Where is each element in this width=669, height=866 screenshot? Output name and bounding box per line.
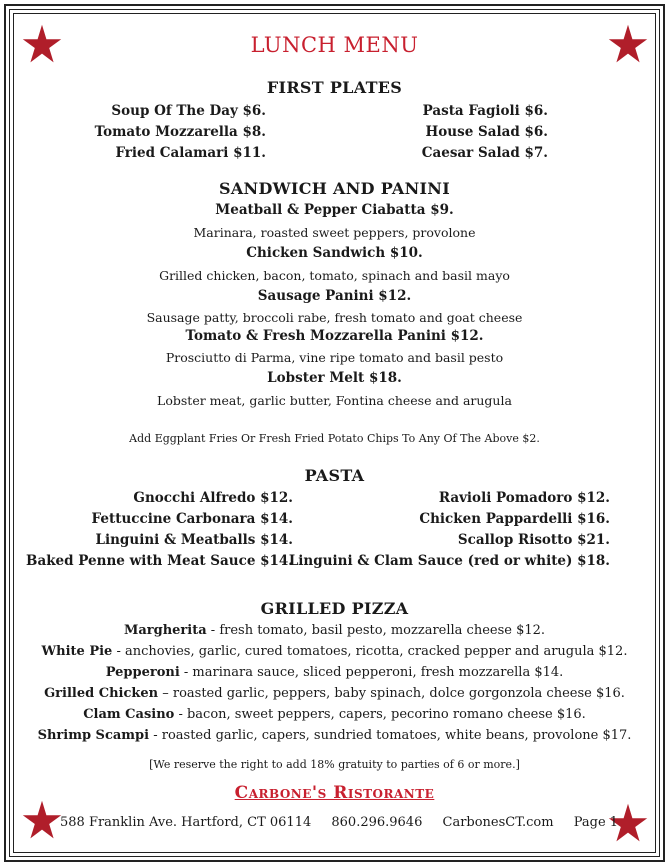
pasta-right-column — [289, 488, 610, 572]
first-plates-left-column — [95, 101, 266, 164]
pizza-item-desc: - bacon, sweet peppers, capers, pecorino romano cheese $16. — [174, 707, 586, 722]
phone-number: 860.296.9646 — [331, 815, 423, 830]
menu-item: Linguini & Clam Sauce (red or white) $18. — [288, 553, 610, 569]
pizza-item-name: Grilled Chicken — [44, 686, 159, 701]
sandwich-item-name: Tomato & Fresh Mozzarella Panini $12. — [185, 328, 484, 344]
sandwich-item-name: Sausage Panini $12. — [257, 288, 412, 304]
pasta-left-column — [26, 488, 293, 572]
menu-item: Fried Calamari $11. — [115, 145, 266, 161]
sandwich-item-desc: Grilled chicken, bacon, tomato, spinach and basil mayo — [159, 268, 510, 283]
pizza-item — [0, 623, 669, 638]
pizza-item — [0, 644, 669, 659]
sandwich-item-desc: Lobster meat, garlic butter, Fontina cheese and arugula — [157, 393, 512, 408]
pizza-item-desc: - marinara sauce, sliced pepperoni, fresh mozzarella $14. — [179, 665, 564, 680]
pizza-item — [0, 728, 669, 743]
menu-title: LUNCH MENU — [250, 33, 419, 57]
menu-item: Gnocchi Alfredo $12. — [133, 490, 293, 506]
pizza-item-name: Margherita — [123, 623, 207, 638]
menu-item: Linguini & Meatballs $14. — [95, 532, 293, 548]
pizza-item — [0, 686, 669, 701]
first-plates-heading: FIRST PLATES — [266, 78, 403, 97]
pizza-item-desc: – roasted garlic, peppers, baby spinach, dolce gorgonzola cheese $16. — [158, 686, 625, 701]
star-icon — [22, 800, 62, 840]
menu-item: Baked Penne with Meat Sauce $14. — [26, 553, 293, 569]
menu-item: Chicken Pappardelli $16. — [419, 511, 610, 527]
menu-item: Tomato Mozzarella $8. — [94, 124, 266, 140]
pizza-item-desc: - roasted garlic, capers, sundried tomatoes, white beans, provolone $17. — [149, 728, 632, 743]
footer-info — [60, 815, 634, 830]
pizza-item-name: Shrimp Scampi — [37, 728, 150, 743]
menu-item: Pasta Fagioli $6. — [422, 103, 548, 119]
pizza-heading: GRILLED PIZZA — [260, 599, 409, 618]
pizza-item-desc: - fresh tomato, basil pesto, mozzarella cheese $12. — [206, 623, 546, 638]
menu-item: Ravioli Pomadoro $12. — [438, 490, 610, 506]
sandwich-heading: SANDWICH AND PANINI — [218, 179, 451, 198]
menu-item: Caesar Salad $7. — [421, 145, 548, 161]
page-number: Page 1 — [573, 815, 619, 830]
menu-item: Fettuccine Carbonara $14. — [91, 511, 293, 527]
sandwich-item-name: Lobster Melt $18. — [267, 370, 402, 386]
sandwich-item-desc: Marinara, roasted sweet peppers, provolone — [193, 225, 476, 240]
pizza-item-name: Clam Casino — [83, 707, 175, 722]
sandwich-item-desc: Sausage patty, broccoli rabe, fresh tomato and goat cheese — [146, 310, 523, 325]
first-plates-right-column — [422, 101, 548, 164]
sandwich-item-desc: Prosciutto di Parma, vine ripe tomato and basil pesto — [165, 350, 504, 365]
pizza-item-desc: - anchovies, garlic, cured tomatoes, ricotta, cracked pepper and arugula $12. — [112, 644, 628, 659]
restaurant-name: Carbone's Ristorante — [234, 783, 435, 803]
address: 588 Franklin Ave. Hartford, CT 06114 — [60, 815, 312, 830]
sandwich-item-name: Chicken Sandwich $10. — [246, 245, 423, 261]
pizza-item-name: Pepperoni — [105, 665, 180, 680]
website-link[interactable]: CarbonesCT.com — [442, 815, 554, 830]
sandwich-item-name: Meatball & Pepper Ciabatta $9. — [215, 202, 454, 218]
menu-item: Scallop Risotto $21. — [457, 532, 610, 548]
pizza-item — [0, 665, 669, 680]
menu-item: Soup Of The Day $6. — [111, 103, 266, 119]
pasta-heading: PASTA — [304, 466, 365, 485]
pizza-item-name: White Pie — [41, 644, 113, 659]
sandwich-addon-note: Add Eggplant Fries Or Fresh Fried Potato Chips To Any Of The Above $2. — [129, 432, 540, 445]
gratuity-note: [We reserve the right to add 18% gratuity to parties of 6 or more.] — [149, 758, 520, 771]
menu-item: House Salad $6. — [425, 124, 548, 140]
pizza-item — [0, 707, 669, 722]
